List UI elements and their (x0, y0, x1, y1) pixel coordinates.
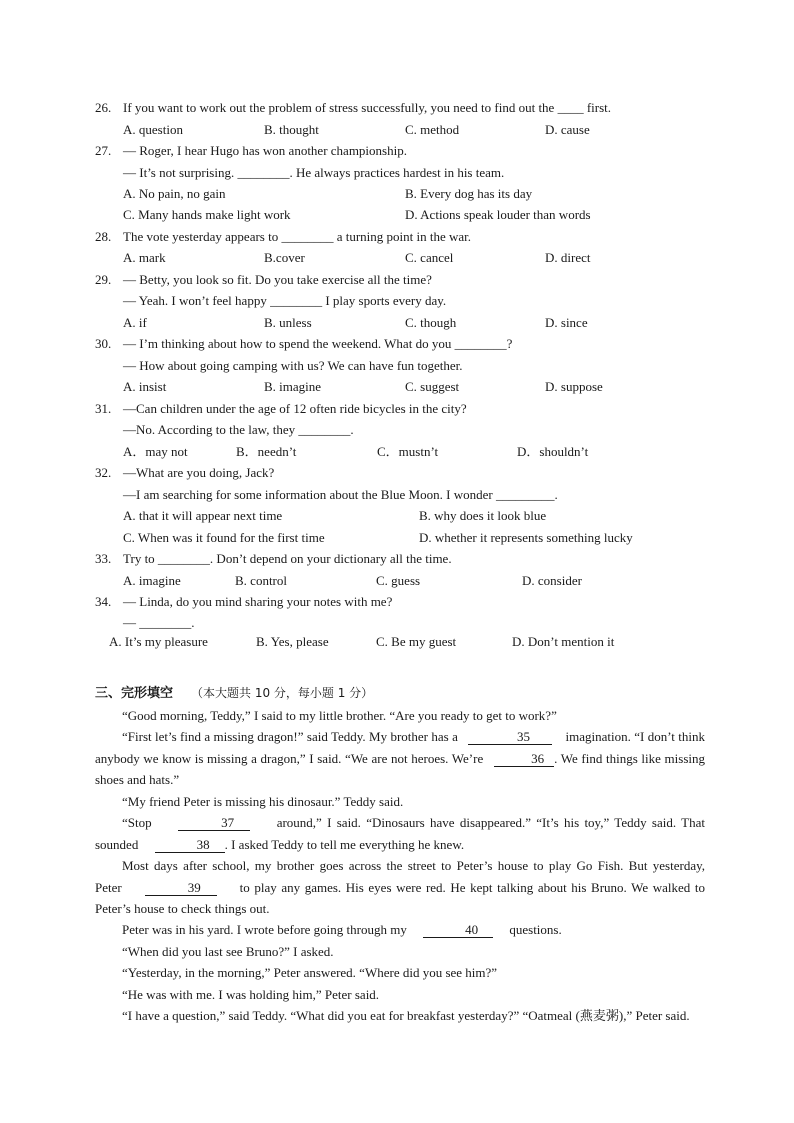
question-32-options-ab (95, 506, 695, 526)
question-stem: — Roger, I hear Hugo has won another championship. (123, 143, 407, 158)
question-number: 32. (95, 465, 112, 480)
option-b: B. imagine (264, 379, 322, 394)
passage-paragraph: “First let’s find a missing dragon!” said Teddy. My brother has a 35 imagination. “I don’t think anybody we know is missing a dragon,” I said. “We are not heroes. We’re 36 . We find things like missing shoes and hats.” (95, 729, 705, 787)
option-c: C. cancel (405, 250, 454, 265)
option-a: A. that it will appear next time (123, 508, 283, 523)
option-c: C. suggest (405, 379, 460, 394)
question-29-reply: — Yeah. I won’t feel happy ________ I play sports every day. (123, 293, 447, 308)
question-31-reply: —No. According to the law, they ________. (123, 422, 354, 437)
passage-paragraph: “I have a question,” said Teddy. “What did you eat for breakfast yesterday?” “Oatmeal (燕麦粥),” Peter said. (122, 1008, 690, 1023)
blank-37: 37 (178, 815, 250, 831)
passage-paragraph: Peter was in his yard. I wrote before going through my 40 questions. (122, 922, 562, 937)
question-32-reply: —I am searching for some information about the Blue Moon. I wonder _________. (123, 487, 558, 502)
question-27-options-ab (95, 184, 695, 204)
option-c: C．mustn’t (377, 444, 439, 459)
option-d: D. Don’t mention it (512, 634, 615, 649)
option-c: C. When was it found for the first time (123, 530, 325, 545)
option-d: D. suppose (545, 379, 603, 394)
option-a: A. insist (123, 379, 167, 394)
question-31 (95, 399, 467, 419)
option-b: B. why does it look blue (419, 508, 547, 523)
question-30-reply: — How about going camping with us? We can have fun together. (123, 358, 463, 373)
passage-paragraph: “Stop 37 around,” I said. “Dinosaurs have disappeared.” “It’s his toy,” Teddy said. That sounded 38 . I asked Teddy to tell me everything he knew. (95, 815, 705, 852)
option-c: C. Many hands make light work (123, 207, 291, 222)
question-stem: — I’m thinking about how to spend the weekend. What do you ________? (123, 336, 513, 351)
question-stem: Try to ________. Don’t depend on your dictionary all the time. (123, 551, 452, 566)
blank-40: 40 (423, 922, 493, 938)
option-a: A. It’s my pleasure (109, 634, 208, 649)
option-b: B. Yes, please (256, 634, 329, 649)
question-34 (95, 592, 392, 612)
option-d: D. since (545, 315, 588, 330)
question-number: 30. (95, 336, 112, 351)
option-b: B．needn’t (236, 444, 297, 459)
option-d: D. direct (545, 250, 591, 265)
blank-36: 36 (494, 751, 554, 767)
option-c: C. method (405, 122, 460, 137)
question-number: 29. (95, 272, 112, 287)
option-a: A. No pain, no gain (123, 186, 226, 201)
option-c: C. Be my guest (376, 634, 457, 649)
question-31-options (95, 442, 695, 462)
blank-38: 38 (155, 837, 225, 853)
option-a: A. imagine (123, 573, 181, 588)
question-34-reply: — ________. (123, 615, 195, 630)
option-c: C. though (405, 315, 457, 330)
question-stem: —Can children under the age of 12 often ride bicycles in the city? (123, 401, 467, 416)
option-d: D. consider (522, 573, 582, 588)
blank-39: 39 (145, 880, 217, 896)
option-a: A. question (123, 122, 183, 137)
section-title: 三、完形填空 (95, 686, 174, 701)
option-a: A．may not (123, 444, 188, 459)
question-number: 31. (95, 401, 112, 416)
option-a: A. mark (123, 250, 166, 265)
option-a: A. if (123, 315, 147, 330)
question-30-options (95, 377, 695, 397)
passage-paragraph: “He was with me. I was holding him,” Peter said. (122, 987, 380, 1002)
question-34-options (95, 632, 715, 652)
section-note: （本大题共 10 分，每小题 1 分） (191, 686, 374, 700)
question-number: 33. (95, 551, 112, 566)
option-b: B.cover (264, 250, 305, 265)
passage-paragraph: “When did you last see Bruno?” I asked. (122, 944, 334, 959)
passage-paragraph: “Good morning, Teddy,” I said to my little brother. “Are you ready to get to work?” (122, 708, 557, 723)
question-30 (95, 334, 512, 354)
question-28-options (95, 248, 695, 268)
question-number: 26. (95, 100, 112, 115)
option-d: D. whether it represents something lucky (419, 530, 633, 545)
passage-paragraph: “Yesterday, in the morning,” Peter answered. “Where did you see him?” (122, 965, 498, 980)
question-27-options-cd (95, 205, 695, 225)
question-28 (95, 227, 471, 247)
option-c: C. guess (376, 573, 421, 588)
option-b: B. Every dog has its day (405, 186, 533, 201)
question-27-reply: — It’s not surprising. ________. He always practices hardest in his team. (123, 165, 505, 180)
question-stem: —What are you doing, Jack? (123, 465, 275, 480)
question-number: 27. (95, 143, 112, 158)
question-number: 34. (95, 594, 112, 609)
question-32-options-cd (95, 528, 695, 548)
option-b: B. control (235, 573, 287, 588)
question-29-options (95, 313, 695, 333)
question-stem: — Linda, do you mind sharing your notes with me? (123, 594, 393, 609)
option-d: D. Actions speak louder than words (405, 207, 591, 222)
question-number: 28. (95, 229, 112, 244)
question-33-options (95, 571, 695, 591)
option-d: D. cause (545, 122, 590, 137)
option-b: B. thought (264, 122, 319, 137)
passage-paragraph: Most days after school, my brother goes across the street to Peter’s house to play Go Fish. But yesterday, Peter 39 to play any games. His eyes were red. He kept talking about his Bruno. We walked to Peter’s house to check things out. (95, 858, 706, 916)
option-d: D．shouldn’t (517, 444, 589, 459)
blank-35: 35 (468, 729, 552, 745)
question-stem: — Betty, you look so fit. Do you take exercise all the time? (123, 272, 432, 287)
question-stem: The vote yesterday appears to ________ a turning point in the war. (123, 229, 472, 244)
option-b: B. unless (264, 315, 312, 330)
question-29 (95, 270, 432, 290)
section-header (95, 683, 373, 703)
question-27 (95, 141, 407, 161)
passage-paragraph: “My friend Peter is missing his dinosaur.” Teddy said. (122, 794, 404, 809)
question-stem: If you want to work out the problem of stress successfully, you need to find out the ____ first. (123, 100, 612, 115)
question-33 (95, 549, 452, 569)
question-26-options (95, 120, 695, 140)
question-32 (95, 463, 274, 483)
question-26 (95, 98, 611, 118)
